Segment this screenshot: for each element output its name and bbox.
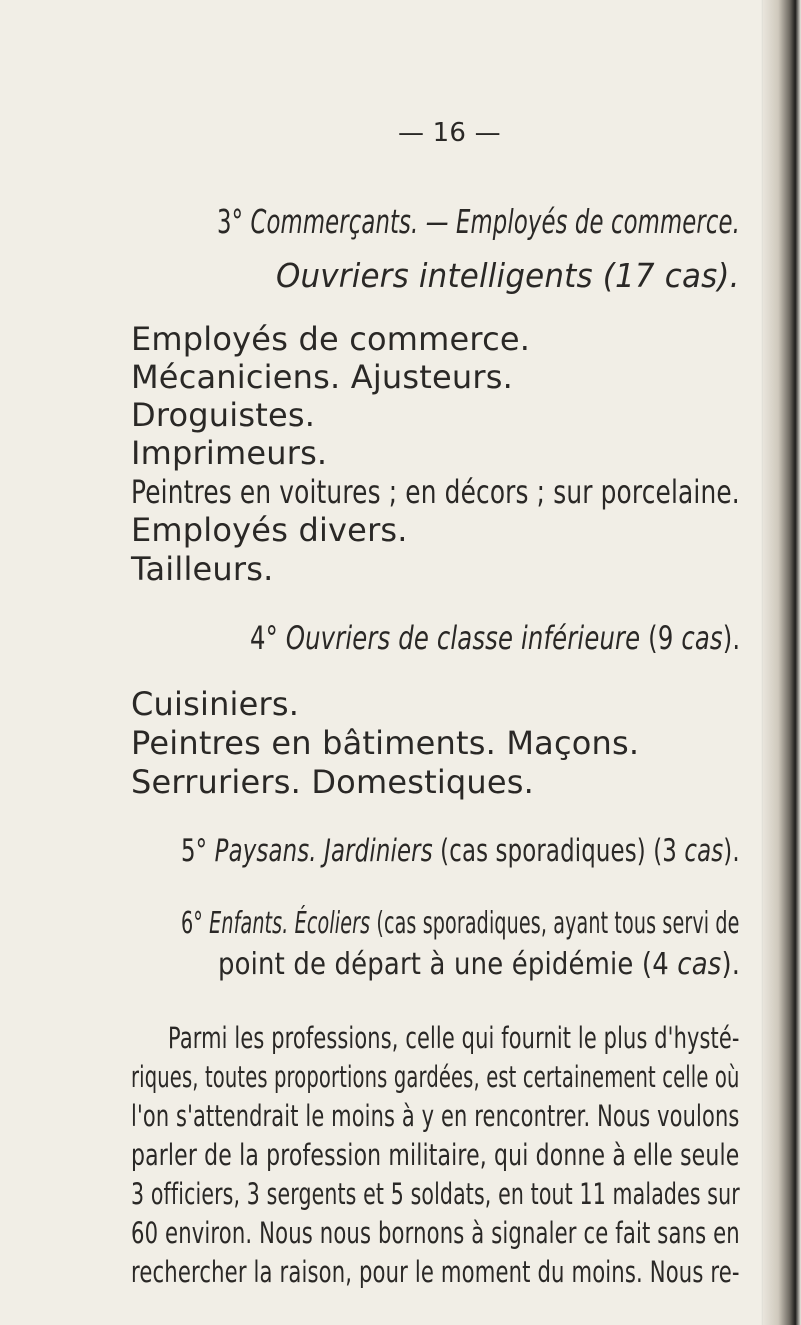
section-4-title: Ouvriers de classe inférieure bbox=[285, 619, 641, 657]
section-5-heading bbox=[181, 833, 740, 869]
section-3-heading-line2 bbox=[276, 256, 740, 295]
list-item: Employés de commerce. bbox=[131, 320, 531, 358]
list-item: Serruriers. Domestiques. bbox=[131, 763, 535, 801]
list-item: Peintres en bâtiments. Maçons. bbox=[131, 724, 640, 762]
binding-edge bbox=[763, 0, 801, 1325]
section-3-heading bbox=[217, 202, 741, 241]
paragraph-line: riques, toutes proportions gardées, est certainement celle où bbox=[131, 1060, 740, 1094]
section-6-numeral: 6° bbox=[181, 906, 203, 941]
paragraph-line: parler de la profession militaire, qui donne à elle seule bbox=[131, 1138, 740, 1172]
paragraph-line: 3 officiers, 3 sergents et 5 soldats, en tout 11 malades sur bbox=[131, 1177, 740, 1211]
list-item: Tailleurs. bbox=[131, 550, 274, 588]
section-5-cas: cas bbox=[684, 833, 724, 869]
section-6-title: Enfants. Écoliers bbox=[209, 906, 371, 941]
list-item: Peintres en voitures ; en décors ; sur porcelaine. bbox=[131, 473, 740, 511]
list-item: Droguistes. bbox=[131, 396, 316, 434]
paragraph-line: rechercher la raison, pour le moment du moins. Nous re- bbox=[131, 1255, 740, 1289]
section-6-rest: (cas sporadiques, ayant tous servi de bbox=[376, 906, 740, 941]
paragraph-line: Parmi les professions, celle qui fournit le plus d'hysté- bbox=[168, 1021, 740, 1055]
section-3-count: (17 cas). bbox=[602, 256, 740, 295]
list-item: Employés divers. bbox=[131, 511, 408, 549]
section-6-line2-text: point de départ à une épidémie (4 bbox=[218, 947, 678, 982]
section-6-line2 bbox=[218, 947, 741, 982]
section-6-heading bbox=[181, 906, 740, 941]
list-item: Mécaniciens. Ajusteurs. bbox=[131, 358, 513, 396]
page-number: — 16 — bbox=[398, 118, 501, 148]
paragraph-line: 60 environ. Nous nous bornons à signaler ce fait sans en bbox=[131, 1216, 740, 1250]
section-4-numeral: 4° bbox=[250, 619, 278, 657]
list-item: Cuisiniers. bbox=[131, 685, 300, 723]
section-5-title: Paysans. Jardiniers bbox=[214, 833, 433, 869]
section-3-subtitle: Ouvriers intelligents bbox=[276, 256, 593, 295]
section-6-line2-close: ). bbox=[721, 947, 741, 982]
section-3-numeral: 3° bbox=[217, 202, 244, 241]
paragraph-line: l'on s'attendrait le moins à y en rencontrer. Nous voulons bbox=[131, 1099, 740, 1133]
section-4-count-cas: cas bbox=[681, 619, 723, 657]
section-6-line2-cas: cas bbox=[677, 947, 722, 982]
section-4-heading bbox=[250, 619, 741, 657]
section-5-numeral: 5° bbox=[181, 833, 208, 869]
section-5-close: ). bbox=[723, 833, 740, 869]
section-5-rest: (cas sporadiques) (3 bbox=[440, 833, 685, 869]
section-3-title: Commerçants. — Employés de commerce. bbox=[250, 202, 741, 241]
list-item: Imprimeurs. bbox=[131, 434, 328, 472]
section-4-count-open: (9 bbox=[648, 619, 682, 657]
section-4-count-close: ). bbox=[722, 619, 741, 657]
